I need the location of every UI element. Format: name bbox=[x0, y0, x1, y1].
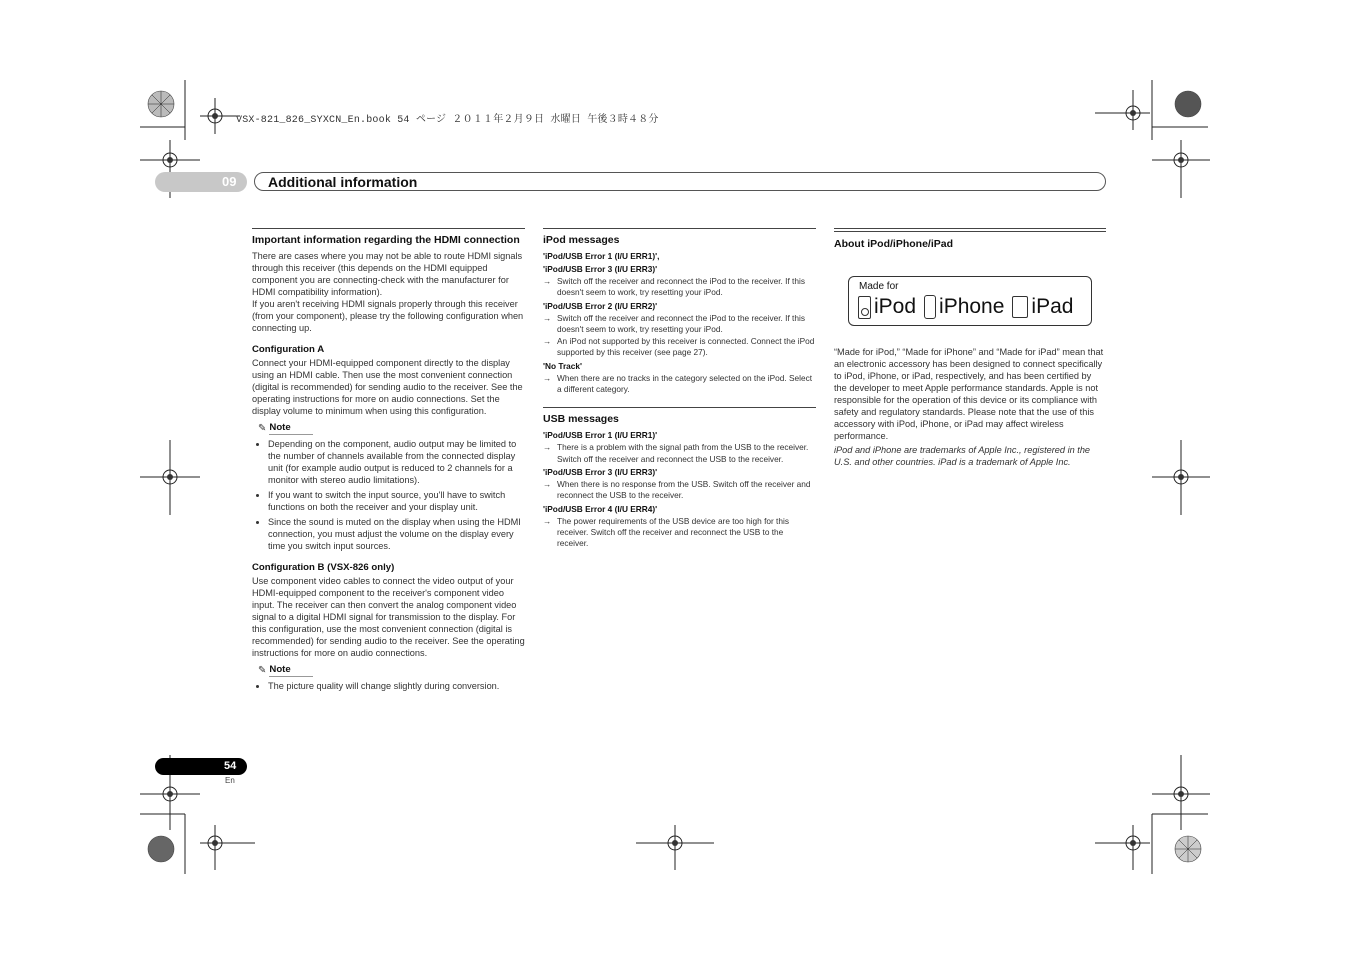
section-rule bbox=[543, 407, 816, 408]
arrow-icon: → bbox=[543, 276, 552, 286]
page-number: 54 bbox=[224, 760, 237, 772]
section-rule bbox=[834, 228, 1106, 232]
remedy-item: → The power requirements of the USB device are too high for this receiver. Switch off the receiver and reconnect the USB to the receiver. bbox=[543, 515, 789, 549]
apple-body: “Made for iPod,” “Made for iPhone” and “Made for iPad” mean that an electronic accessory has been designed to connect specifically to iPod, iPhone, or iPad, respectively, and has been certified by the developer to meet Apple performance standards. Apple is not responsible for the operation of this device or its compliance with safety and regulatory standards. Please note that the use of this accessory with iPod, iPhone, or iPad may affect wireless performance. bbox=[834, 347, 1104, 441]
error-code: 'iPod/USB Error 3 (I/U ERR3)' bbox=[543, 264, 658, 274]
note-heading bbox=[258, 664, 525, 677]
remedy-item: → When there are no tracks in the category selected on the iPod. Select a different category. bbox=[543, 372, 813, 395]
badge-ipad-label: iPad bbox=[1031, 295, 1074, 318]
pencil-icon: ✎ bbox=[258, 422, 267, 434]
list-item: • Depending on the component, audio output may be limited to the number of channels available from the connected display unit (for example audio output is reduced to 2 channels for a monitor with stereo audio limitations). bbox=[268, 438, 525, 486]
error-code: 'No Track' bbox=[543, 360, 582, 371]
section-rule bbox=[252, 228, 525, 229]
arrow-icon: → bbox=[543, 478, 552, 489]
column-apple bbox=[834, 228, 1106, 468]
pencil-icon: ✎ bbox=[258, 664, 267, 676]
chapter-title: Additional information bbox=[268, 174, 418, 190]
column-hdmi bbox=[252, 228, 525, 695]
ipad-icon bbox=[1012, 296, 1028, 318]
apple-section-title: About iPod/iPhone/iPad bbox=[834, 238, 953, 250]
remedy-item: → Switch off the receiver and reconnect the iPod to the receiver. If this doesn't seem to work, try resetting your iPod. bbox=[543, 312, 805, 334]
remedy-item: → When there is no response from the USB. Switch off the receiver and reconnect the USB to the receiver. bbox=[543, 478, 811, 501]
error-code: 'iPod/USB Error 1 (I/U ERR1)' bbox=[543, 430, 658, 441]
note-heading bbox=[258, 422, 525, 435]
hdmi-intro-2: If you aren't receiving HDMI signals properly through this receiver (from your component), please try the following configuration when connecting up. bbox=[252, 299, 524, 333]
made-for-label: Made for bbox=[859, 281, 899, 292]
remedy-item: → There is a problem with the signal path from the USB to the receiver. Switch off the receiver and reconnect the USB to the receiver. bbox=[543, 442, 809, 464]
badge-iphone-label: iPhone bbox=[939, 295, 1005, 318]
arrow-icon: → bbox=[543, 442, 552, 453]
made-for-badge bbox=[848, 276, 1092, 326]
error-code: 'iPod/USB Error 1 (I/U ERR1)', bbox=[543, 251, 660, 261]
error-code: 'iPod/USB Error 4 (I/U ERR4)' bbox=[543, 503, 658, 514]
badge-ipod-label: iPod bbox=[874, 295, 917, 318]
config-b-text: Use component video cables to connect the video output of your HDMI-equipped component to the receiver's component video input. The receiver can then convert the analog component video signal to a digital HDMI signal for transmission to the display. For this configuration, use the most convenient connection (digital is recommended) for sending audio to the receiver. See the operating instructions for more on audio connections. bbox=[252, 576, 525, 658]
chapter-number: 09 bbox=[222, 174, 237, 189]
ipod-messages-title: iPod messages bbox=[543, 234, 620, 246]
page-language: En bbox=[225, 776, 235, 785]
list-item: • If you want to switch the input source, you'll have to switch functions on both the receiver and your display unit. bbox=[268, 489, 525, 513]
iphone-icon bbox=[924, 295, 936, 319]
config-a-title: Configuration A bbox=[252, 344, 325, 355]
list-item: • Since the sound is muted on the display when using the HDMI connection, you must adjust the volume on the display every time you switch input sources. bbox=[268, 516, 525, 552]
arrow-icon: → bbox=[543, 372, 552, 383]
hdmi-section-title: Important information regarding the HDMI connection bbox=[252, 234, 520, 246]
config-b-title: Configuration B (VSX-826 only) bbox=[252, 562, 395, 573]
usb-messages-title: USB messages bbox=[543, 413, 619, 426]
arrow-icon: → bbox=[543, 312, 552, 323]
ipod-icon bbox=[858, 296, 871, 319]
arrow-icon: → bbox=[543, 336, 552, 347]
note-a-list bbox=[252, 438, 525, 552]
error-code: 'iPod/USB Error 2 (I/U ERR2)' bbox=[543, 300, 658, 311]
arrow-icon: → bbox=[543, 515, 552, 526]
badge-products bbox=[858, 295, 1073, 319]
list-item: • The picture quality will change slightly during conversion. bbox=[268, 680, 525, 692]
hdmi-intro-1: There are cases where you may not be able to route HDMI signals through this receiver (this depends on the HDMI equipped component you are connecting-check with the manufacturer for HDMI compatibility information). bbox=[252, 251, 523, 297]
note-label: Note bbox=[269, 664, 312, 677]
section-rule bbox=[543, 228, 816, 229]
config-a-text: Connect your HDMI-equipped component directly to the display using an HDMI cable. Then use the most convenient connection (digital is recommended) for sending audio to the receiver. See the operating instructions for more on audio connections. Set the display volume to minimum when using this configuration. bbox=[252, 358, 523, 416]
note-b-list bbox=[252, 680, 525, 692]
remedy-item: → An iPod not supported by this receiver is connected. Connect the iPod supported by this receiver (see page 27). bbox=[543, 336, 815, 358]
error-code: 'iPod/USB Error 3 (I/U ERR3)' bbox=[543, 466, 658, 477]
remedy-item: → Switch off the receiver and reconnect the iPod to the receiver. If this doesn't seem to work, try resetting your iPod. bbox=[543, 276, 805, 298]
note-label: Note bbox=[269, 422, 312, 435]
print-header: VSX-821_826_SYXCN_En.book 54 ページ ２０１１年２月９日 水曜日 午後３時４８分 bbox=[236, 115, 659, 126]
trademark-note: iPod and iPhone are trademarks of Apple Inc., registered in the U.S. and other countries. iPad is a trademark of Apple Inc. bbox=[834, 445, 1091, 467]
column-messages bbox=[543, 228, 816, 550]
